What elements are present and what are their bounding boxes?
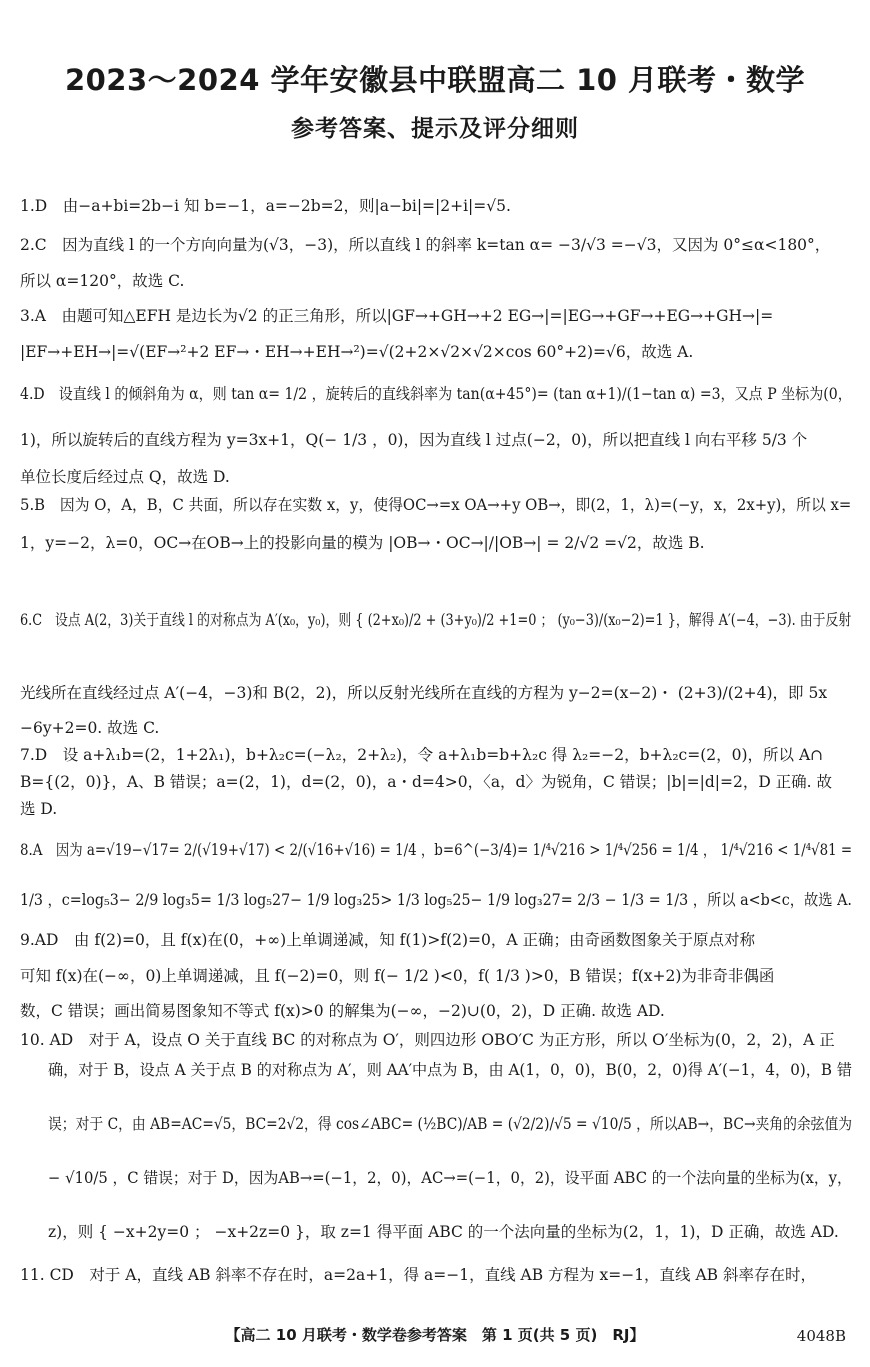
answer-line: 误；对于 C，由 AB=AC=√5，BC=2√2，得 cos∠ABC= (½BC)/AB = (√2/2)/√5 = √10/5 ，所以AB→，BC→夹角的余弦值为: [48, 1115, 853, 1133]
answer-line: 10. AD 对于 A，设点 O 关于直线 BC 的对称点为 O′，则四边形 OBO′C 为正方形，所以 O′坐标为(0，2，2)，A 正: [20, 1031, 835, 1049]
answer-line: 7.D 设 a+λ₁b=(2，1+2λ₁)，b+λ₂c=(−λ₂，2+λ₂)，令 a+λ₁b=b+λ₂c 得 λ₂=−2，b+λ₂c=(2，0)，所以 A∩: [20, 746, 824, 764]
answer-line: − √10/5 ，C 错误；对于 D，因为AB→=(−1，2，0)，AC→=(−1，0，2)，设平面 ABC 的一个法向量的坐标为(x，y，: [48, 1169, 852, 1187]
document-code: 4048B: [796, 1327, 846, 1345]
answer-line: 6.C 设点 A(2，3)关于直线 l 的对称点为 A′(x₀，y₀)，则 { (2+x₀)/2 + (3+y₀)/2 +1=0 ； (y₀−3)/(x₀−2)=1 }，解得 A′(−4，−3). 由于反射: [20, 611, 852, 629]
answer-line: B={(2，0)}，A、B 错误；a=(2，1)，d=(2，0)，a・d=4>0，〈a，d〉为锐角，C 错误；|b|=|d|=2，D 正确. 故: [20, 773, 833, 791]
answer-line: 4.D 设直线 l 的倾斜角为 α，则 tan α= 1/2 ，旋转后的直线斜率为 tan(α+45°)= (tan α+1)/(1−tan α) =3，又点 P 坐标为(0，: [20, 385, 852, 403]
answer-line: 5.B 因为 O，A，B，C 共面，所以存在实数 x，y，使得OC→=x OA→+y OB→，即(2，1，λ)=(−y，x，2x+y)，所以 x=: [20, 496, 852, 514]
answer-line: 数，C 错误；画出简易图象知不等式 f(x)>0 的解集为(−∞，−2)∪(0，2)，D 正确. 故选 AD.: [20, 1002, 665, 1020]
answer-line: 1)，所以旋转后的直线方程为 y=3x+1，Q(− 1/3 ，0)，因为直线 l 过点(−2，0)，所以把直线 l 向右平移 5/3 个: [20, 431, 808, 449]
page-subtitle: 参考答案、提示及评分细则: [291, 116, 579, 142]
answer-line: 所以 α=120°，故选 C.: [20, 272, 185, 290]
answer-line: 8.A 因为 a=√19−√17= 2/(√19+√17) < 2/(√16+√16) = 1/4 ，b=6^(−3/4)= 1/⁴√216 > 1/⁴√256 = 1/4 ， 1/⁴√216 < 1/⁴√81 =: [20, 841, 853, 859]
page-title: 2023～2024 学年安徽县中联盟高二 10 月联考・数学: [64, 63, 806, 97]
page-footer: 【高二 10 月联考・数学卷参考答案 第 1 页(共 5 页) RJ】: [225, 1326, 645, 1344]
answer-line: 单位长度后经过点 Q，故选 D.: [20, 468, 230, 486]
answer-line: 2.C 因为直线 l 的一个方向向量为(√3，−3)，所以直线 l 的斜率 k=tan α= −3/√3 =−√3，又因为 0°≤α<180°，: [20, 236, 831, 254]
answer-line: 9.AD 由 f(2)=0，且 f(x)在(0，+∞)上单调递减，知 f(1)>f(2)=0，A 正确；由奇函数图象关于原点对称: [20, 931, 756, 949]
answer-line: 可知 f(x)在(−∞，0)上单调递减，且 f(−2)=0，则 f(− 1/2 )<0，f( 1/3 )>0，B 错误；f(x+2)为非奇非偶函: [20, 967, 775, 985]
answer-line: 确，对于 B，设点 A 关于点 B 的对称点为 A′，则 AA′中点为 B，由 A(1，0，0)，B(0，2，0)得 A′(−1，4，0)，B 错: [48, 1061, 852, 1079]
answer-line: 光线所在直线经过点 A′(−4，−3)和 B(2，2)，所以反射光线所在直线的方程为 y−2=(x−2)・ (2+3)/(2+4)，即 5x: [20, 684, 828, 702]
answer-line: z)，则 { −x+2y=0 ； −x+2z=0 }，取 z=1 得平面 ABC 的一个法向量的坐标为(2，1，1)，D 正确，故选 AD.: [48, 1223, 839, 1241]
answer-line: 11. CD 对于 A，直线 AB 斜率不存在时，a=2a+1，得 a=−1，直线 AB 方程为 x=−1，直线 AB 斜率存在时，: [20, 1266, 816, 1284]
answer-line: 1/3 ，c=log₅3− 2/9 log₃5= 1/3 log₅27− 1/9 log₃25> 1/3 log₅25− 1/9 log₃27= 2/3 − 1/3 = 1/3 ，所以 a<b<c，故选 A.: [20, 891, 852, 909]
answer-line: 选 D.: [20, 800, 58, 818]
answer-line: −6y+2=0. 故选 C.: [20, 719, 160, 737]
answer-line: 1.D 由−a+bi=2b−i 知 b=−1，a=−2b=2，则|a−bi|=|2+i|=√5.: [20, 197, 511, 215]
answer-line: 1，y=−2，λ=0，OC→在OB→上的投影向量的模为 |OB→・OC→|/|OB→| = 2/√2 =√2，故选 B.: [20, 534, 705, 552]
answer-line: 3.A 由题可知△EFH 是边长为√2 的正三角形，所以|GF→+GH→+2 EG→|=|EG→+GF→+EG→+GH→|=: [20, 307, 774, 325]
answer-line: |EF→+EH→|=√(EF→²+2 EF→・EH→+EH→²)=√(2+2×√2×√2×cos 60°+2)=√6，故选 A.: [20, 343, 694, 361]
